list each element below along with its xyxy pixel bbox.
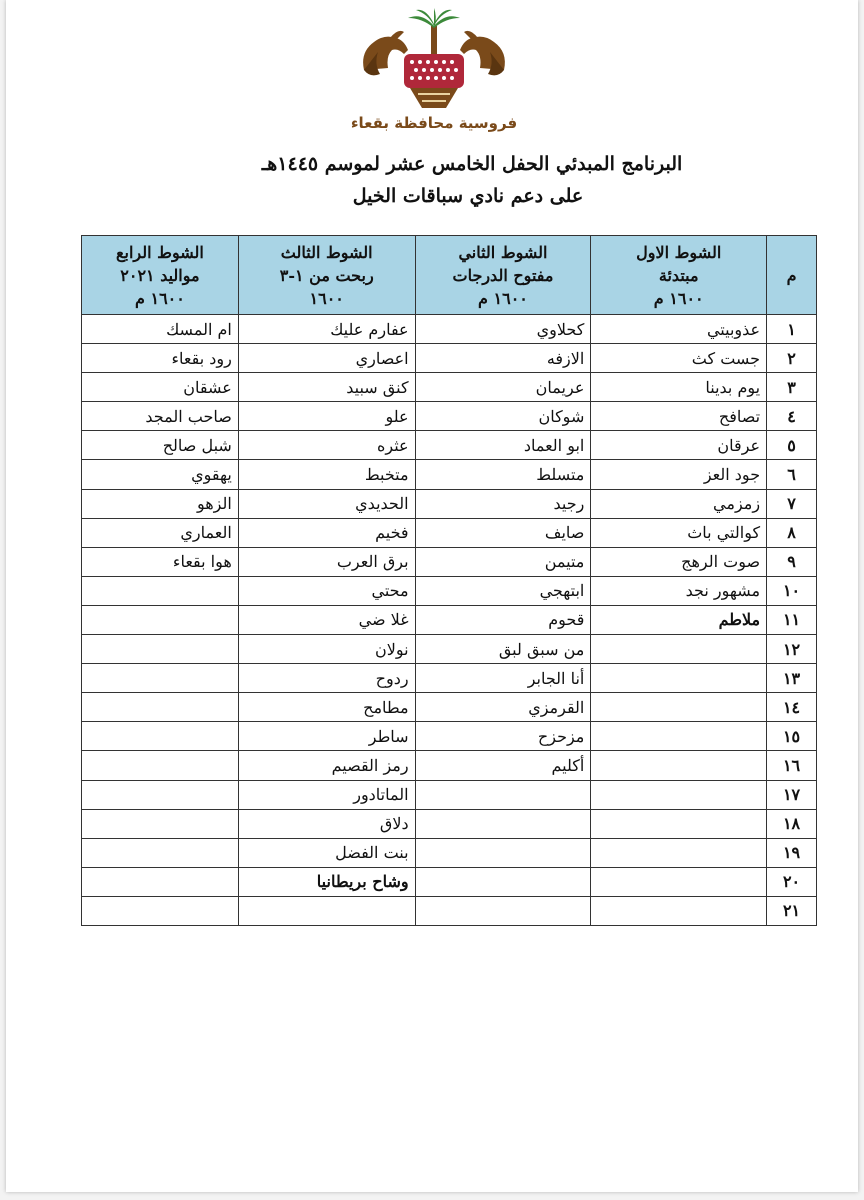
horse-name-race-2: قحوم (415, 605, 591, 634)
horse-name-race-3: ردوح (238, 664, 415, 693)
horse-name-race-3: محتي (238, 576, 415, 605)
header-race-1 (591, 236, 767, 315)
row-number: ٢ (767, 344, 817, 373)
horse-name-race-4: الزهو (82, 489, 239, 518)
horse-name-race-1: تصافح (591, 402, 767, 431)
horse-name-race-2: ابتهجي (415, 576, 591, 605)
table-row (82, 780, 817, 809)
horse-name-race-1: صوت الرهج (591, 547, 767, 576)
horse-name-race-2: متيمن (415, 547, 591, 576)
horse-name-race-3: برق العرب (238, 547, 415, 576)
table-row (82, 867, 817, 896)
program-title: البرنامج المبدئي الحفل الخامس عشر لموسم ١٤٤٥هـ (261, 153, 683, 175)
row-number: ٢١ (767, 896, 817, 925)
horse-name-race-3: نولان (238, 635, 415, 664)
horse-name-race-1: جست كث (591, 344, 767, 373)
horse-name-race-2 (415, 867, 591, 896)
horse-name-race-4: ام المسك (82, 315, 239, 344)
table-row (82, 373, 817, 402)
table-row (82, 315, 817, 344)
horse-name-race-2: مزحزح (415, 722, 591, 751)
horse-name-race-1 (591, 780, 767, 809)
horses-palm-emblem-icon (334, 8, 534, 114)
header-race-4 (82, 236, 239, 315)
races-table (81, 235, 817, 926)
header-race-2 (415, 236, 591, 315)
horse-name-race-4: صاحب المجد (82, 402, 239, 431)
horse-name-race-1: يوم بدينا (591, 373, 767, 402)
horse-name-race-2: أكليم (415, 751, 591, 780)
horse-name-race-1 (591, 722, 767, 751)
table-row (82, 751, 817, 780)
race-1-name: الشوط الاول (636, 242, 722, 262)
horse-name-race-2: كحلاوي (415, 315, 591, 344)
horse-name-race-3: ساطر (238, 722, 415, 751)
horse-name-race-4 (82, 896, 239, 925)
row-number: ٢٠ (767, 867, 817, 896)
horse-name-race-1: ملاطم (591, 605, 767, 634)
header-number: م (767, 236, 817, 315)
horse-name-race-3: فخيم (238, 518, 415, 547)
horse-name-race-3: دلاق (238, 809, 415, 838)
horse-name-race-1 (591, 664, 767, 693)
horse-name-race-4: رود بقعاء (82, 344, 239, 373)
horse-name-race-3: رمز القصيم (238, 751, 415, 780)
row-number: ١٠ (767, 576, 817, 605)
horse-name-race-1 (591, 896, 767, 925)
row-number: ٦ (767, 460, 817, 489)
table-row (82, 664, 817, 693)
race-4-name: الشوط الرابع (116, 242, 204, 262)
horse-name-race-4 (82, 664, 239, 693)
race-3-class: ربحت من ١-٣ (279, 265, 374, 285)
horse-name-race-3: وشاح بريطانيا (238, 867, 415, 896)
horse-name-race-3: علو (238, 402, 415, 431)
horse-name-race-2: من سبق لبق (415, 635, 591, 664)
table-row (82, 809, 817, 838)
race-3-distance: ١٦٠٠ (309, 288, 344, 308)
row-number: ١٤ (767, 693, 817, 722)
row-number: ١١ (767, 605, 817, 634)
race-4-distance: ١٦٠٠ م (134, 288, 185, 308)
horse-name-race-3: اعصاري (238, 344, 415, 373)
horse-name-race-2 (415, 838, 591, 867)
horse-name-race-4 (82, 809, 239, 838)
horse-name-race-1: جود العز (591, 460, 767, 489)
row-number: ١٢ (767, 635, 817, 664)
horse-name-race-1 (591, 867, 767, 896)
horse-name-race-2: شوكان (415, 402, 591, 431)
horse-name-race-3: غلا ضي (238, 605, 415, 634)
row-number: ١٧ (767, 780, 817, 809)
horse-name-race-2: صايف (415, 518, 591, 547)
horse-name-race-4 (82, 635, 239, 664)
horse-name-race-4: العماري (82, 518, 239, 547)
race-2-class: مفتوح الدرجات (452, 265, 554, 285)
horse-name-race-1: زمزمي (591, 489, 767, 518)
logo-text: فروسية محافظة بقعاء (350, 114, 518, 132)
horse-name-race-3: مطامح (238, 693, 415, 722)
table-header-row (82, 236, 817, 315)
horse-name-race-2 (415, 809, 591, 838)
table-row (82, 547, 817, 576)
horse-name-race-1: مشهور نجد (591, 576, 767, 605)
row-number: ٩ (767, 547, 817, 576)
table-row (82, 489, 817, 518)
horse-name-race-4 (82, 722, 239, 751)
table-row (82, 431, 817, 460)
race-1-distance: ١٦٠٠ م (653, 288, 704, 308)
horse-name-race-1 (591, 809, 767, 838)
race-2-name: الشوط الثاني (458, 242, 548, 262)
horse-name-race-1 (591, 635, 767, 664)
horse-name-race-4 (82, 751, 239, 780)
horse-name-race-4 (82, 867, 239, 896)
horse-name-race-3: عفارم عليك (238, 315, 415, 344)
table-row (82, 838, 817, 867)
horse-name-race-3: عثره (238, 431, 415, 460)
horse-name-race-2: رجيد (415, 489, 591, 518)
table-row (82, 605, 817, 634)
horse-name-race-3: الماتادور (238, 780, 415, 809)
horse-name-race-4: عشقان (82, 373, 239, 402)
horse-name-race-3 (238, 896, 415, 925)
table-row (82, 460, 817, 489)
horse-name-race-3: بنت الفضل (238, 838, 415, 867)
table-row (82, 635, 817, 664)
horse-name-race-4 (82, 605, 239, 634)
horse-name-race-2: أنا الجابر (415, 664, 591, 693)
row-number: ٥ (767, 431, 817, 460)
race-1-class: مبتدئة (658, 265, 699, 285)
table-body (82, 315, 817, 926)
horse-name-race-4: شبل صالح (82, 431, 239, 460)
horse-name-race-2 (415, 896, 591, 925)
row-number: ١٣ (767, 664, 817, 693)
race-3-name: الشوط الثالث (280, 242, 373, 262)
horse-name-race-2: القرمزي (415, 693, 591, 722)
horse-name-race-4 (82, 576, 239, 605)
horse-name-race-4 (82, 693, 239, 722)
horse-name-race-2: متسلط (415, 460, 591, 489)
table-row (82, 518, 817, 547)
horse-name-race-1: عرقان (591, 431, 767, 460)
horse-name-race-2: الازفه (415, 344, 591, 373)
horse-name-race-1 (591, 751, 767, 780)
row-number: ٣ (767, 373, 817, 402)
club-logo (334, 8, 534, 138)
horse-name-race-3: متخبط (238, 460, 415, 489)
horse-name-race-1: عذوبيتي (591, 315, 767, 344)
table-row (82, 344, 817, 373)
table-row (82, 576, 817, 605)
horse-name-race-4: هوا بقعاء (82, 547, 239, 576)
horse-name-race-4: يهقوي (82, 460, 239, 489)
row-number: ١٨ (767, 809, 817, 838)
row-number: ١٥ (767, 722, 817, 751)
table-row (82, 722, 817, 751)
row-number: ٤ (767, 402, 817, 431)
horse-name-race-3: كنق سبيد (238, 373, 415, 402)
horse-name-race-1 (591, 838, 767, 867)
race-4-class: مواليد ٢٠٢١ (120, 265, 200, 285)
horse-name-race-4 (82, 780, 239, 809)
row-number: ١٦ (767, 751, 817, 780)
horse-name-race-1: كوالتي باث (591, 518, 767, 547)
header-race-3 (238, 236, 415, 315)
horse-name-race-2: ابو العماد (415, 431, 591, 460)
horse-name-race-1 (591, 693, 767, 722)
row-number: ١٩ (767, 838, 817, 867)
table-row (82, 402, 817, 431)
horse-name-race-3: الحديدي (238, 489, 415, 518)
row-number: ١ (767, 315, 817, 344)
row-number: ٧ (767, 489, 817, 518)
horse-name-race-2: عريمان (415, 373, 591, 402)
program-subtitle: على دعم نادي سباقات الخيل (352, 185, 584, 207)
table-row (82, 693, 817, 722)
race-2-distance: ١٦٠٠ م (478, 288, 528, 308)
table-row (82, 896, 817, 925)
horse-name-race-2 (415, 780, 591, 809)
document-page (6, 0, 858, 1192)
row-number: ٨ (767, 518, 817, 547)
horse-name-race-4 (82, 838, 239, 867)
